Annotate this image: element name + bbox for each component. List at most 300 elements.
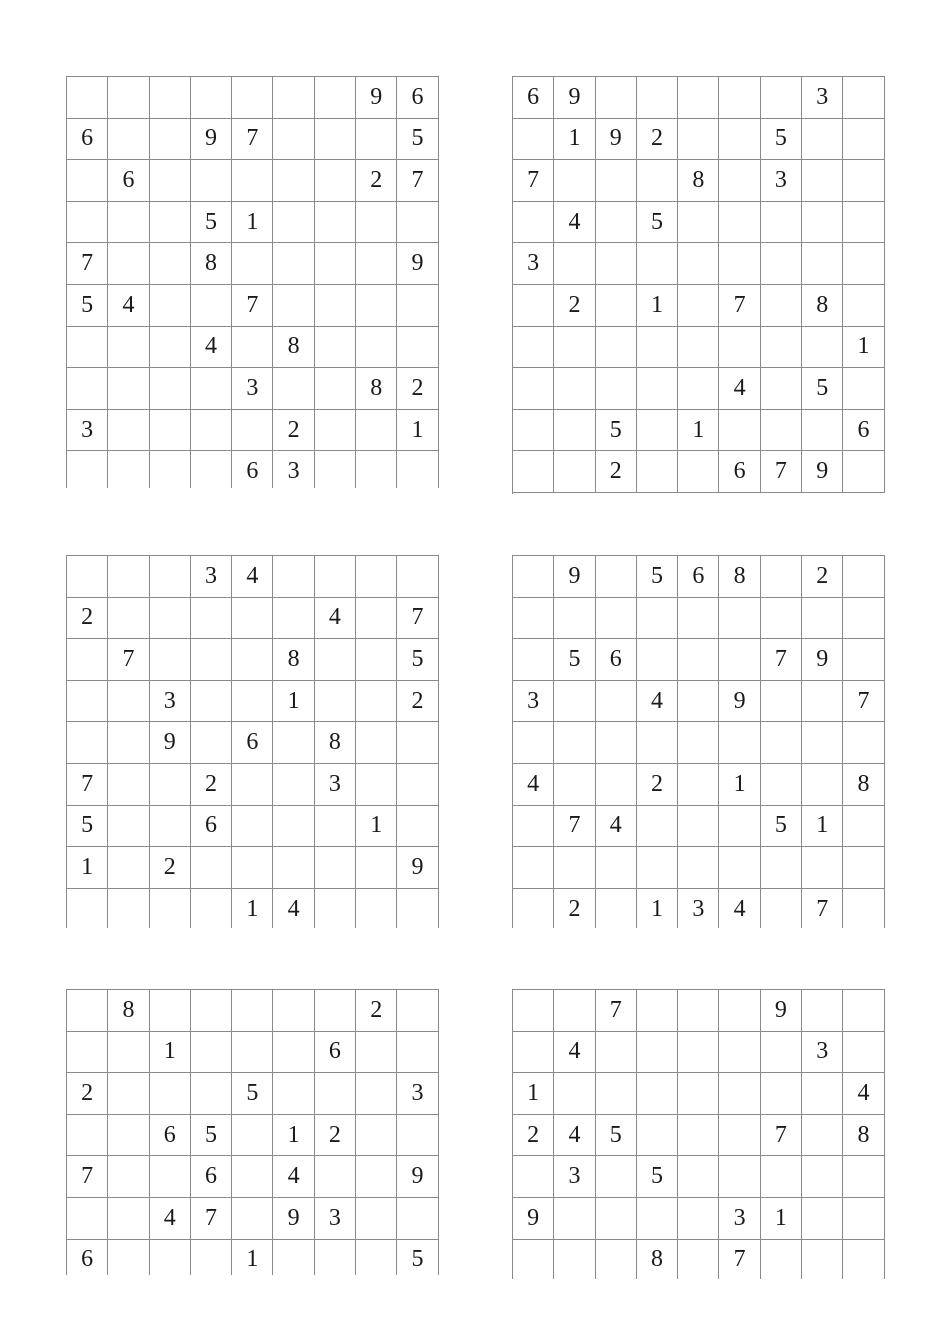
sudoku-cell bbox=[554, 722, 595, 764]
sudoku-cell bbox=[761, 77, 802, 119]
sudoku-cell bbox=[554, 410, 595, 452]
sudoku-cell: 1 bbox=[232, 889, 273, 928]
sudoku-cell: 5 bbox=[191, 1115, 232, 1157]
sudoku-cell bbox=[150, 160, 191, 202]
sudoku-cell bbox=[67, 1032, 108, 1074]
sudoku-cell bbox=[843, 1032, 884, 1074]
sudoku-cell bbox=[596, 77, 637, 119]
sudoku-cell bbox=[596, 764, 637, 806]
sudoku-cell bbox=[637, 243, 678, 285]
sudoku-cell bbox=[761, 1156, 802, 1198]
sudoku-cell bbox=[802, 243, 843, 285]
grid-row bbox=[67, 1156, 439, 1198]
sudoku-cell: 8 bbox=[802, 285, 843, 327]
sudoku-cell bbox=[802, 990, 843, 1032]
sudoku-cell: 4 bbox=[719, 368, 760, 410]
sudoku-cell bbox=[678, 847, 719, 889]
sudoku-cell: 4 bbox=[554, 1032, 595, 1074]
grid-row bbox=[67, 722, 439, 764]
sudoku-cell bbox=[108, 847, 149, 889]
sudoku-cell bbox=[719, 1032, 760, 1074]
sudoku-cell bbox=[150, 285, 191, 327]
sudoku-cell bbox=[637, 990, 678, 1032]
sudoku-cell: 7 bbox=[719, 285, 760, 327]
sudoku-cell bbox=[273, 806, 314, 848]
sudoku-cell: 7 bbox=[554, 806, 595, 848]
sudoku-cell: 8 bbox=[356, 368, 397, 410]
grid-row bbox=[67, 451, 439, 488]
sudoku-cell bbox=[596, 243, 637, 285]
sudoku-cell bbox=[719, 410, 760, 452]
sudoku-cell bbox=[232, 764, 273, 806]
grid-row bbox=[513, 1240, 885, 1279]
sudoku-cell bbox=[554, 847, 595, 889]
sudoku-cell: 2 bbox=[513, 1115, 554, 1157]
sudoku-cell bbox=[554, 764, 595, 806]
sudoku-cell bbox=[108, 451, 149, 488]
sudoku-cell bbox=[108, 77, 149, 119]
sudoku-cell bbox=[232, 243, 273, 285]
sudoku-cell bbox=[356, 681, 397, 723]
sudoku-cell bbox=[719, 77, 760, 119]
sudoku-cell bbox=[513, 847, 554, 889]
sudoku-cell bbox=[150, 1240, 191, 1275]
sudoku-grid-5 bbox=[66, 989, 439, 1275]
sudoku-cell bbox=[273, 119, 314, 161]
sudoku-cell bbox=[513, 722, 554, 764]
sudoku-cell: 3 bbox=[719, 1198, 760, 1240]
sudoku-grid-2 bbox=[512, 76, 885, 494]
grid-row bbox=[67, 77, 439, 119]
sudoku-cell: 2 bbox=[554, 285, 595, 327]
grid-row bbox=[67, 202, 439, 244]
grid-row bbox=[67, 681, 439, 723]
sudoku-cell: 6 bbox=[150, 1115, 191, 1157]
sudoku-cell bbox=[637, 1115, 678, 1157]
sudoku-cell: 3 bbox=[273, 451, 314, 488]
sudoku-cell bbox=[191, 1240, 232, 1275]
sudoku-cell bbox=[761, 285, 802, 327]
sudoku-cell: 1 bbox=[843, 327, 884, 369]
sudoku-cell bbox=[273, 1032, 314, 1074]
sudoku-cell bbox=[232, 639, 273, 681]
sudoku-cell bbox=[843, 368, 884, 410]
sudoku-cell: 5 bbox=[637, 556, 678, 598]
grid-row bbox=[513, 451, 885, 493]
sudoku-cell: 4 bbox=[554, 202, 595, 244]
sudoku-cell: 9 bbox=[554, 77, 595, 119]
sudoku-cell bbox=[761, 1032, 802, 1074]
grid-row bbox=[513, 1032, 885, 1074]
grid-row bbox=[67, 639, 439, 681]
sudoku-cell bbox=[150, 368, 191, 410]
sudoku-cell bbox=[356, 598, 397, 640]
sudoku-cell: 7 bbox=[596, 990, 637, 1032]
grid-row bbox=[513, 160, 885, 202]
sudoku-cell bbox=[719, 806, 760, 848]
sudoku-cell bbox=[191, 451, 232, 488]
sudoku-cell bbox=[315, 889, 356, 928]
sudoku-cell bbox=[315, 1073, 356, 1115]
sudoku-cell bbox=[108, 327, 149, 369]
sudoku-cell bbox=[67, 681, 108, 723]
sudoku-cell bbox=[150, 806, 191, 848]
sudoku-cell bbox=[191, 285, 232, 327]
sudoku-cell bbox=[67, 451, 108, 488]
sudoku-cell bbox=[596, 327, 637, 369]
sudoku-cell: 8 bbox=[273, 327, 314, 369]
sudoku-cell bbox=[150, 990, 191, 1032]
sudoku-cell bbox=[678, 1156, 719, 1198]
sudoku-cell: 8 bbox=[637, 1240, 678, 1279]
sudoku-cell: 9 bbox=[273, 1198, 314, 1240]
sudoku-cell bbox=[719, 1115, 760, 1157]
sudoku-cell: 4 bbox=[554, 1115, 595, 1157]
sudoku-cell: 9 bbox=[191, 119, 232, 161]
sudoku-cell: 3 bbox=[554, 1156, 595, 1198]
sudoku-cell bbox=[513, 368, 554, 410]
sudoku-cell bbox=[843, 119, 884, 161]
sudoku-cell: 5 bbox=[191, 202, 232, 244]
sudoku-cell bbox=[843, 598, 884, 640]
sudoku-cell bbox=[356, 722, 397, 764]
sudoku-cell bbox=[356, 847, 397, 889]
sudoku-cell: 8 bbox=[719, 556, 760, 598]
sudoku-cell: 7 bbox=[67, 764, 108, 806]
sudoku-cell bbox=[108, 556, 149, 598]
sudoku-cell bbox=[761, 202, 802, 244]
sudoku-cell bbox=[150, 889, 191, 928]
sudoku-cell bbox=[678, 722, 719, 764]
sudoku-cell: 9 bbox=[761, 990, 802, 1032]
grid-row bbox=[513, 243, 885, 285]
sudoku-cell: 5 bbox=[637, 202, 678, 244]
sudoku-cell: 7 bbox=[761, 451, 802, 493]
sudoku-cell bbox=[513, 806, 554, 848]
sudoku-cell bbox=[232, 990, 273, 1032]
sudoku-cell: 6 bbox=[67, 1240, 108, 1275]
sudoku-cell: 4 bbox=[719, 889, 760, 928]
sudoku-cell bbox=[719, 639, 760, 681]
sudoku-cell: 9 bbox=[554, 556, 595, 598]
sudoku-cell: 4 bbox=[596, 806, 637, 848]
sudoku-cell bbox=[356, 889, 397, 928]
grid-row bbox=[513, 285, 885, 327]
sudoku-cell bbox=[719, 847, 760, 889]
sudoku-cell: 1 bbox=[397, 410, 438, 452]
sudoku-cell: 7 bbox=[397, 598, 438, 640]
grid-row bbox=[67, 1032, 439, 1074]
sudoku-cell: 4 bbox=[843, 1073, 884, 1115]
sudoku-cell: 9 bbox=[719, 681, 760, 723]
grid-row bbox=[513, 368, 885, 410]
sudoku-cell: 1 bbox=[67, 847, 108, 889]
sudoku-cell: 8 bbox=[191, 243, 232, 285]
sudoku-cell bbox=[596, 160, 637, 202]
sudoku-cell: 6 bbox=[315, 1032, 356, 1074]
sudoku-cell bbox=[315, 806, 356, 848]
sudoku-cell bbox=[513, 1032, 554, 1074]
sudoku-cell bbox=[678, 806, 719, 848]
grid-row bbox=[513, 639, 885, 681]
sudoku-cell bbox=[678, 598, 719, 640]
sudoku-cell: 8 bbox=[843, 1115, 884, 1157]
sudoku-cell: 6 bbox=[232, 451, 273, 488]
sudoku-cell: 7 bbox=[191, 1198, 232, 1240]
grid-row bbox=[513, 1115, 885, 1157]
sudoku-cell bbox=[802, 202, 843, 244]
grid-row bbox=[67, 243, 439, 285]
sudoku-cell: 5 bbox=[397, 119, 438, 161]
sudoku-cell: 1 bbox=[513, 1073, 554, 1115]
sudoku-cell: 6 bbox=[108, 160, 149, 202]
sudoku-cell bbox=[678, 1240, 719, 1279]
sudoku-cell bbox=[356, 1115, 397, 1157]
sudoku-cell bbox=[315, 119, 356, 161]
sudoku-cell bbox=[513, 202, 554, 244]
sudoku-cell bbox=[719, 598, 760, 640]
sudoku-cell bbox=[397, 1032, 438, 1074]
sudoku-cell bbox=[315, 681, 356, 723]
sudoku-cell bbox=[761, 556, 802, 598]
grid-row bbox=[513, 681, 885, 723]
sudoku-cell: 9 bbox=[150, 722, 191, 764]
sudoku-cell bbox=[191, 368, 232, 410]
sudoku-cell: 5 bbox=[67, 285, 108, 327]
sudoku-cell bbox=[356, 1156, 397, 1198]
sudoku-cell: 7 bbox=[108, 639, 149, 681]
sudoku-cell bbox=[397, 451, 438, 488]
sudoku-cell: 3 bbox=[315, 1198, 356, 1240]
sudoku-cell bbox=[843, 990, 884, 1032]
sudoku-cell bbox=[843, 285, 884, 327]
sudoku-cell bbox=[273, 243, 314, 285]
sudoku-cell bbox=[232, 77, 273, 119]
sudoku-cell: 3 bbox=[678, 889, 719, 928]
sudoku-cell bbox=[513, 639, 554, 681]
sudoku-cell bbox=[678, 202, 719, 244]
sudoku-cell: 5 bbox=[397, 1240, 438, 1275]
sudoku-cell bbox=[191, 990, 232, 1032]
sudoku-cell bbox=[761, 722, 802, 764]
grid-row bbox=[67, 556, 439, 598]
grid-row bbox=[513, 990, 885, 1032]
sudoku-cell bbox=[356, 1198, 397, 1240]
sudoku-cell: 7 bbox=[67, 1156, 108, 1198]
sudoku-cell bbox=[273, 368, 314, 410]
sudoku-cell bbox=[108, 681, 149, 723]
sudoku-cell bbox=[761, 327, 802, 369]
sudoku-cell bbox=[761, 681, 802, 723]
sudoku-cell bbox=[554, 327, 595, 369]
sudoku-cell bbox=[191, 410, 232, 452]
sudoku-cell bbox=[802, 119, 843, 161]
sudoku-cell bbox=[67, 327, 108, 369]
sudoku-cell bbox=[232, 1156, 273, 1198]
sudoku-cell bbox=[761, 243, 802, 285]
sudoku-cell bbox=[596, 1156, 637, 1198]
sudoku-cell: 1 bbox=[761, 1198, 802, 1240]
sudoku-cell bbox=[761, 368, 802, 410]
grid-row bbox=[513, 806, 885, 848]
sudoku-cell: 1 bbox=[356, 806, 397, 848]
sudoku-cell bbox=[397, 1198, 438, 1240]
sudoku-cell bbox=[273, 160, 314, 202]
sudoku-cell: 3 bbox=[315, 764, 356, 806]
grid-row bbox=[513, 1073, 885, 1115]
sudoku-grid-6 bbox=[512, 989, 885, 1279]
sudoku-cell bbox=[315, 556, 356, 598]
sudoku-cell: 4 bbox=[150, 1198, 191, 1240]
sudoku-cell bbox=[356, 327, 397, 369]
sudoku-cell bbox=[802, 598, 843, 640]
sudoku-cell bbox=[108, 889, 149, 928]
sudoku-cell bbox=[356, 119, 397, 161]
sudoku-cell: 7 bbox=[761, 1115, 802, 1157]
sudoku-cell bbox=[637, 451, 678, 493]
sudoku-cell bbox=[273, 722, 314, 764]
sudoku-cell bbox=[678, 327, 719, 369]
sudoku-cell bbox=[108, 598, 149, 640]
sudoku-cell bbox=[150, 1073, 191, 1115]
sudoku-cell: 1 bbox=[719, 764, 760, 806]
sudoku-cell bbox=[315, 202, 356, 244]
grid-row bbox=[513, 764, 885, 806]
sudoku-cell: 4 bbox=[232, 556, 273, 598]
sudoku-cell bbox=[596, 285, 637, 327]
sudoku-cell bbox=[150, 556, 191, 598]
sudoku-cell bbox=[397, 202, 438, 244]
sudoku-cell: 8 bbox=[678, 160, 719, 202]
sudoku-cell: 2 bbox=[150, 847, 191, 889]
sudoku-cell bbox=[67, 368, 108, 410]
sudoku-cell: 4 bbox=[513, 764, 554, 806]
sudoku-cell bbox=[596, 1198, 637, 1240]
sudoku-cell: 7 bbox=[67, 243, 108, 285]
sudoku-cell bbox=[513, 1156, 554, 1198]
sudoku-cell: 6 bbox=[191, 1156, 232, 1198]
sudoku-cell bbox=[150, 327, 191, 369]
grid-row bbox=[67, 990, 439, 1032]
sudoku-cell: 5 bbox=[637, 1156, 678, 1198]
sudoku-cell: 8 bbox=[843, 764, 884, 806]
grid-row bbox=[67, 368, 439, 410]
sudoku-cell bbox=[397, 990, 438, 1032]
sudoku-cell bbox=[356, 410, 397, 452]
sudoku-cell bbox=[554, 1198, 595, 1240]
sudoku-cell bbox=[273, 77, 314, 119]
sudoku-cell bbox=[843, 806, 884, 848]
sudoku-cell bbox=[761, 764, 802, 806]
sudoku-cell: 2 bbox=[67, 598, 108, 640]
sudoku-cell: 1 bbox=[554, 119, 595, 161]
sudoku-cell bbox=[761, 847, 802, 889]
sudoku-cell bbox=[637, 1073, 678, 1115]
sudoku-cell bbox=[719, 243, 760, 285]
sudoku-cell bbox=[108, 806, 149, 848]
sudoku-cell bbox=[273, 764, 314, 806]
sudoku-cell: 6 bbox=[513, 77, 554, 119]
sudoku-cell bbox=[356, 202, 397, 244]
sudoku-cell: 1 bbox=[273, 1115, 314, 1157]
sudoku-cell bbox=[150, 764, 191, 806]
sudoku-cell bbox=[554, 1073, 595, 1115]
sudoku-cell: 1 bbox=[678, 410, 719, 452]
sudoku-cell bbox=[596, 1032, 637, 1074]
sudoku-cell: 9 bbox=[356, 77, 397, 119]
sudoku-cell bbox=[513, 556, 554, 598]
sudoku-cell bbox=[315, 285, 356, 327]
sudoku-cell bbox=[596, 889, 637, 928]
sudoku-cell: 2 bbox=[397, 368, 438, 410]
sudoku-cell: 3 bbox=[150, 681, 191, 723]
sudoku-cell bbox=[596, 598, 637, 640]
sudoku-cell bbox=[802, 1115, 843, 1157]
sudoku-cell bbox=[67, 1115, 108, 1157]
sudoku-cell bbox=[802, 764, 843, 806]
sudoku-cell bbox=[843, 847, 884, 889]
sudoku-cell bbox=[397, 1115, 438, 1157]
sudoku-cell bbox=[802, 847, 843, 889]
sudoku-cell bbox=[678, 77, 719, 119]
grid-row bbox=[67, 889, 439, 928]
sudoku-cell bbox=[191, 639, 232, 681]
sudoku-cell: 1 bbox=[637, 889, 678, 928]
sudoku-cell bbox=[678, 285, 719, 327]
sudoku-cell bbox=[108, 1032, 149, 1074]
sudoku-cell bbox=[273, 202, 314, 244]
grid-row bbox=[513, 598, 885, 640]
sudoku-cell: 2 bbox=[273, 410, 314, 452]
sudoku-cell: 6 bbox=[67, 119, 108, 161]
sudoku-cell bbox=[719, 990, 760, 1032]
sudoku-cell bbox=[108, 1073, 149, 1115]
sudoku-cell: 2 bbox=[802, 556, 843, 598]
sudoku-cell bbox=[596, 722, 637, 764]
sudoku-cell bbox=[150, 77, 191, 119]
sudoku-cell bbox=[678, 119, 719, 161]
sudoku-cell: 7 bbox=[232, 119, 273, 161]
sudoku-cell bbox=[843, 889, 884, 928]
grid-row bbox=[67, 764, 439, 806]
sudoku-cell bbox=[191, 1073, 232, 1115]
sudoku-cell: 3 bbox=[802, 1032, 843, 1074]
sudoku-cell bbox=[273, 598, 314, 640]
sudoku-cell: 3 bbox=[761, 160, 802, 202]
sudoku-cell bbox=[232, 598, 273, 640]
sudoku-cell bbox=[761, 1073, 802, 1115]
sudoku-cell bbox=[596, 847, 637, 889]
sudoku-cell: 3 bbox=[513, 681, 554, 723]
sudoku-cell: 4 bbox=[191, 327, 232, 369]
sudoku-cell bbox=[678, 1073, 719, 1115]
sudoku-cell bbox=[843, 451, 884, 493]
sudoku-cell: 6 bbox=[678, 556, 719, 598]
sudoku-cell: 1 bbox=[802, 806, 843, 848]
sudoku-grid-1 bbox=[66, 76, 439, 488]
sudoku-cell bbox=[513, 451, 554, 493]
grid-row bbox=[67, 847, 439, 889]
sudoku-cell bbox=[232, 1115, 273, 1157]
sudoku-cell bbox=[761, 598, 802, 640]
sudoku-cell: 7 bbox=[232, 285, 273, 327]
sudoku-cell: 1 bbox=[637, 285, 678, 327]
sudoku-cell: 8 bbox=[273, 639, 314, 681]
grid-row bbox=[513, 410, 885, 452]
sudoku-cell: 3 bbox=[191, 556, 232, 598]
sudoku-cell bbox=[67, 202, 108, 244]
sudoku-cell bbox=[554, 243, 595, 285]
